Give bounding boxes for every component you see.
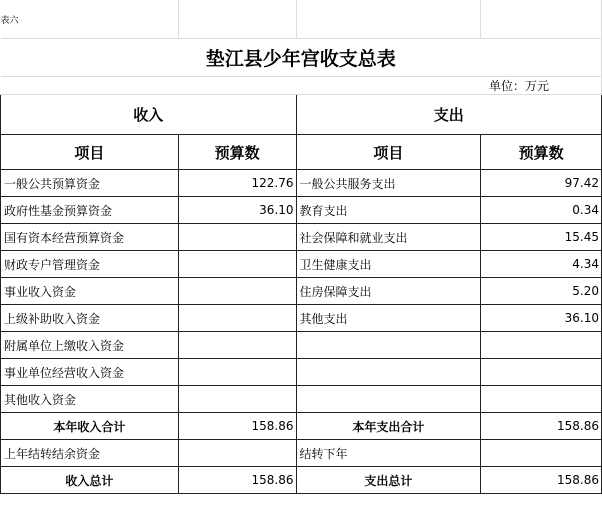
- expense-amount: 97.42: [481, 170, 602, 197]
- year-expense-total-label: 本年支出合计: [296, 413, 481, 440]
- income-budget-header: 预算数: [178, 135, 296, 170]
- income-amount: 122.76: [178, 170, 296, 197]
- next-year-carryover-label: 结转下年: [296, 440, 481, 467]
- next-year-carryover-amount: [481, 440, 602, 467]
- income-amount: [178, 251, 296, 278]
- expense-item: 住房保障支出: [296, 278, 481, 305]
- expense-budget-header: 预算数: [481, 135, 602, 170]
- income-item: 事业收入资金: [1, 278, 179, 305]
- expense-item: 社会保障和就业支出: [296, 224, 481, 251]
- income-amount: [178, 305, 296, 332]
- expense-item: [296, 386, 481, 413]
- expense-item: [296, 359, 481, 386]
- income-item-header: 项目: [1, 135, 179, 170]
- income-amount: [178, 278, 296, 305]
- table-row: [1, 251, 602, 278]
- expense-item: 一般公共服务支出: [296, 170, 481, 197]
- table-row: [1, 359, 602, 386]
- table-row: [1, 386, 602, 413]
- income-item: 财政专户管理资金: [1, 251, 179, 278]
- income-item: 一般公共预算资金: [1, 170, 179, 197]
- grand-total-row: [1, 467, 602, 494]
- expense-grand-total-amount: 158.86: [481, 467, 602, 494]
- expense-amount: 15.45: [481, 224, 602, 251]
- table-row: [1, 332, 602, 359]
- table-row: [1, 197, 602, 224]
- income-item: 国有资本经营预算资金: [1, 224, 179, 251]
- prior-year-carryover-label: 上年结转结余资金: [1, 440, 179, 467]
- table-row: [1, 170, 602, 197]
- income-amount: [178, 386, 296, 413]
- expense-item: 教育支出: [296, 197, 481, 224]
- sheet-tag: 表六: [1, 0, 179, 39]
- year-expense-total-amount: 158.86: [481, 413, 602, 440]
- expense-section-header: 支出: [296, 95, 601, 135]
- income-item: 政府性基金预算资金: [1, 197, 179, 224]
- income-amount: [178, 224, 296, 251]
- expense-amount: 0.34: [481, 197, 602, 224]
- expense-item: 其他支出: [296, 305, 481, 332]
- expense-amount: [481, 386, 602, 413]
- expense-amount: 4.34: [481, 251, 602, 278]
- income-amount: [178, 359, 296, 386]
- table-row: [1, 305, 602, 332]
- expense-item: 卫生健康支出: [296, 251, 481, 278]
- income-item: 上级补助收入资金: [1, 305, 179, 332]
- sheet-title: 垫江县少年宫收支总表: [1, 39, 602, 77]
- unit-label: 单位：万元: [1, 77, 602, 95]
- year-income-total-amount: 158.86: [178, 413, 296, 440]
- year-total-row: [1, 413, 602, 440]
- expense-grand-total-label: 支出总计: [296, 467, 481, 494]
- expense-item-header: 项目: [296, 135, 481, 170]
- income-grand-total-amount: 158.86: [178, 467, 296, 494]
- prior-year-carryover-amount: [178, 440, 296, 467]
- income-amount: 36.10: [178, 197, 296, 224]
- expense-amount: [481, 332, 602, 359]
- carry-row: [1, 440, 602, 467]
- income-grand-total-label: 收入总计: [1, 467, 179, 494]
- income-amount: [178, 332, 296, 359]
- expense-amount: 5.20: [481, 278, 602, 305]
- income-item: 其他收入资金: [1, 386, 179, 413]
- year-income-total-label: 本年收入合计: [1, 413, 179, 440]
- table-row: [1, 278, 602, 305]
- table-row: [1, 224, 602, 251]
- income-section-header: 收入: [1, 95, 297, 135]
- expense-amount: 36.10: [481, 305, 602, 332]
- expense-amount: [481, 359, 602, 386]
- income-item: 事业单位经营收入资金: [1, 359, 179, 386]
- expense-item: [296, 332, 481, 359]
- income-item: 附属单位上缴收入资金: [1, 332, 179, 359]
